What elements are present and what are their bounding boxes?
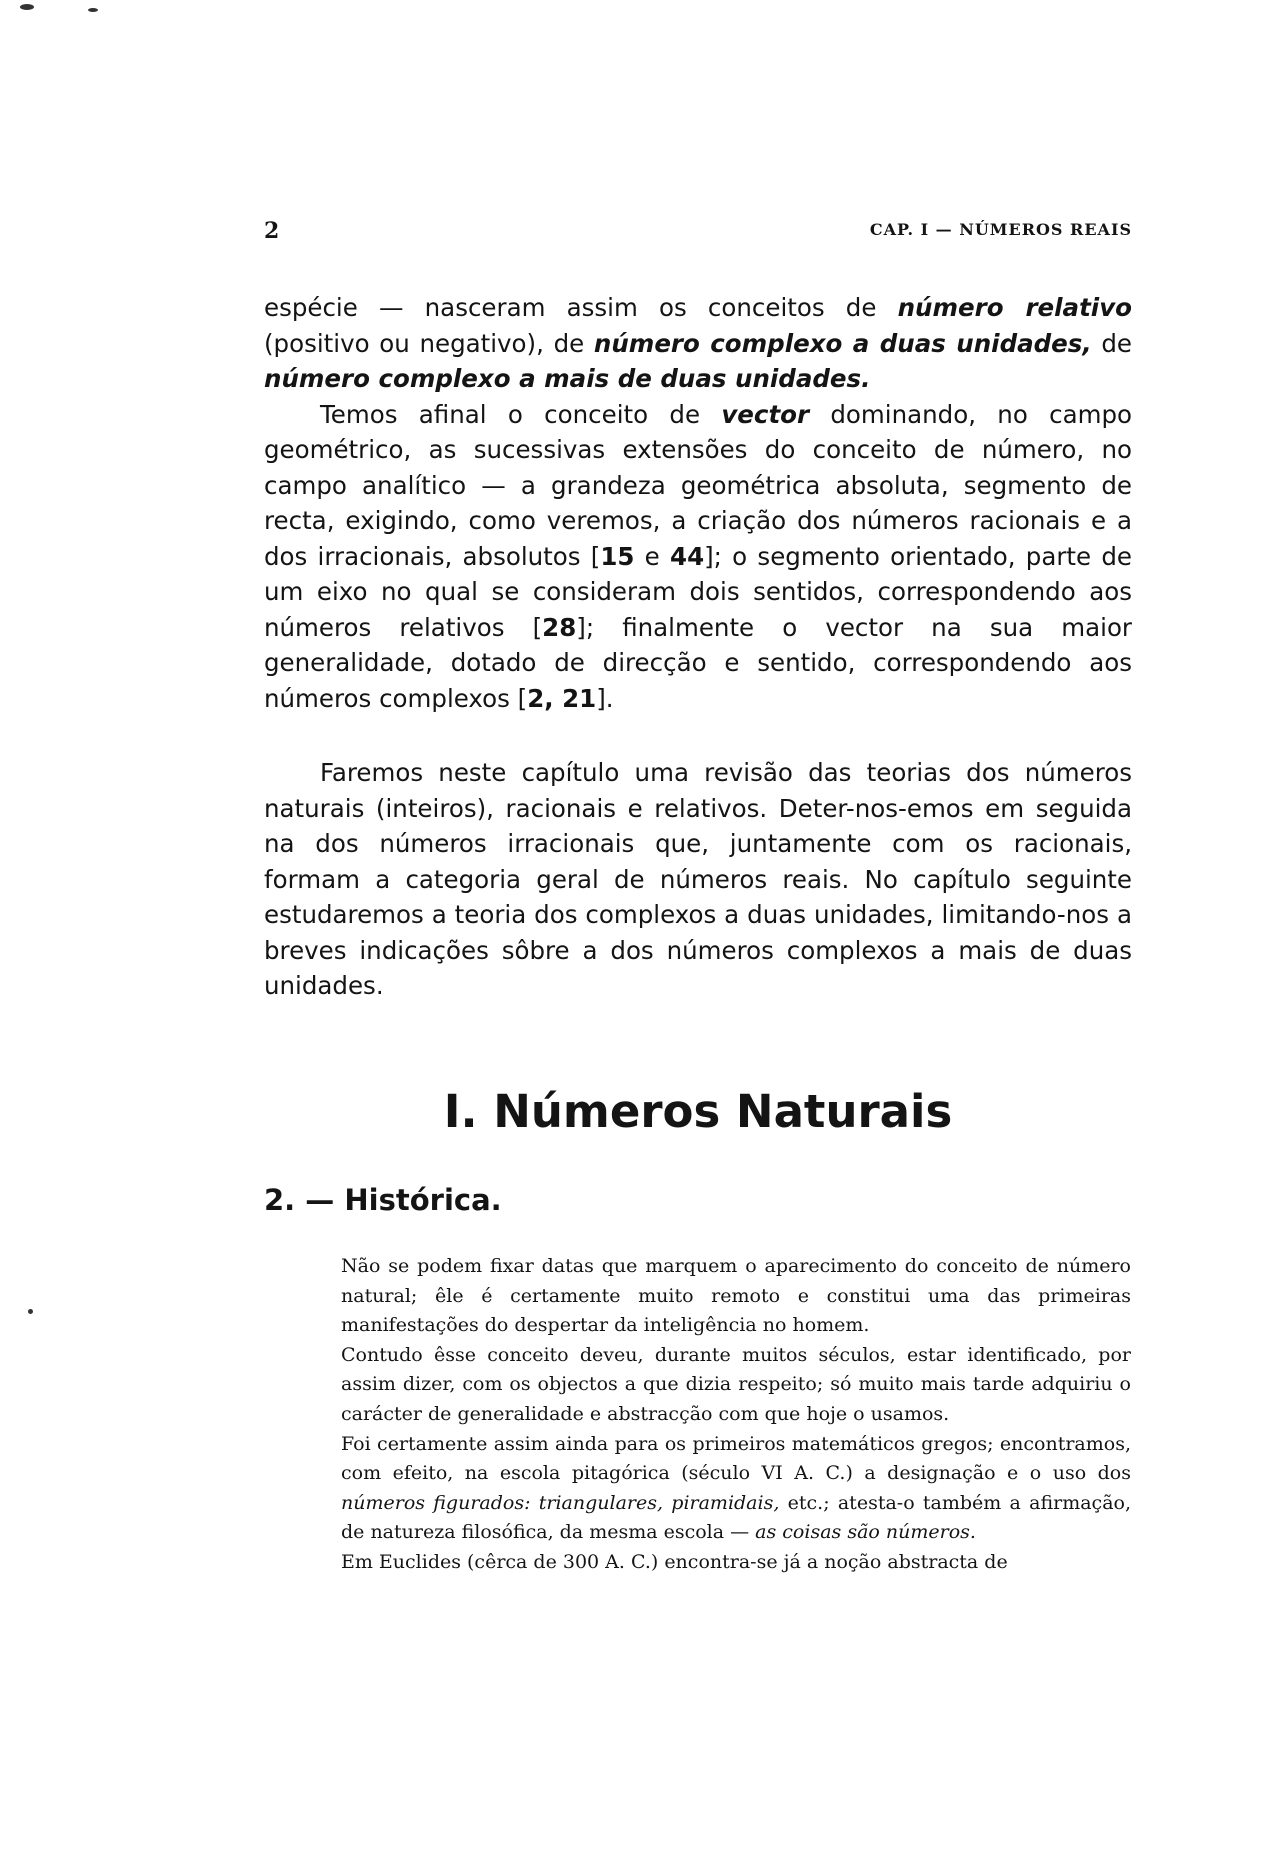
ref-28: 28 xyxy=(542,612,577,642)
revisao-paragraph: Faremos neste capítulo uma revisão das teorias dos números naturais (inteiros), racionais e relativos. Deter-nos-emos em seguida na dos números irracionais que, juntamente com os racionais, formam a categoria geral de números reais. No capítulo seguinte estudaremos a teoria dos complexos a duas unidades, limitando-nos a breves indicações sôbre a dos números complexos a mais de duas unidades. xyxy=(264,758,1132,1000)
intro-paragraphs xyxy=(264,290,1132,716)
section-title: I. Números Naturais xyxy=(443,1085,953,1138)
page-number: 2 xyxy=(264,218,280,244)
ref-2-21: 2, 21 xyxy=(527,683,597,713)
scan-speck xyxy=(20,4,34,10)
scan-speck xyxy=(28,1309,33,1314)
term-numero-relativo: número relativo xyxy=(897,293,1133,322)
note-paragraph-3: Foi certamente assim ainda para os primeiros matemáticos gregos; encontramos, com efeito, na escola pitagórica (século VI A. C.) a designação e o uso dos números figurados: triangulares, piramidais, etc.; atesta-o também a afirmação, de natureza filosófica, da mesma escola — as coisas são números. xyxy=(341,1432,1131,1544)
intro-paragraph-1: espécie — nasceram assim os conceitos de número relativo (positivo ou negativo), de número complexo a duas unidades, de número complexo a mais de duas unidades. xyxy=(264,293,1133,393)
intro-paragraph-2: Temos afinal o conceito de vector dominando, no campo geométrico, as sucessivas extensões do conceito de número, no campo analítico — a grandeza geométrica absoluta, segmento de recta, exigindo, como veremos, a criação dos números racionais e a dos irracionais, absolutos [15 e 44]; o segmento orientado, parte de um eixo no qual se consideram dois sentidos, correspondendo aos números relativos [28]; finalmente o vector na sua maior generalidade, dotado de direcção e sentido, correspondendo aos números complexos [2, 21]. xyxy=(264,399,1133,713)
historical-note xyxy=(341,1252,1131,1578)
running-header xyxy=(264,218,1132,242)
term-as-coisas: as coisas são números. xyxy=(755,1521,976,1544)
running-title: CAP. I — NÚMEROS REAIS xyxy=(869,220,1132,239)
note-paragraph-1: Não se podem fixar datas que marquem o aparecimento do conceito de número natural; êle é certamente muito remoto e constitui uma das primeiras manifestações do despertar da inteligência no homem. xyxy=(341,1255,1131,1337)
ref-44: 44 xyxy=(670,541,705,571)
term-complexo-duas: número complexo a duas unidades, xyxy=(593,328,1092,358)
term-vector: vector xyxy=(721,399,810,429)
note-paragraph-2: Contudo êsse conceito deveu, durante muitos séculos, estar identificado, por assim dizer, com os objectos a que dizia respeito; só muito mais tarde adquiriu o carácter de generalidade e abstracção com que hoje o usamos. xyxy=(341,1343,1131,1425)
revisao-paragraph-block xyxy=(264,755,1132,1004)
term-numeros-figurados: números figurados: triangulares, piramidais, xyxy=(341,1491,780,1514)
ref-15: 15 xyxy=(600,541,635,571)
subsection-title: 2. — Histórica. xyxy=(264,1183,502,1217)
note-paragraph-4: Em Euclides (cêrca de 300 A. C.) encontra-se já a noção abstracta de xyxy=(341,1550,1008,1573)
scan-speck xyxy=(88,8,98,12)
term-complexo-mais: número complexo a mais de duas unidades. xyxy=(264,364,871,393)
